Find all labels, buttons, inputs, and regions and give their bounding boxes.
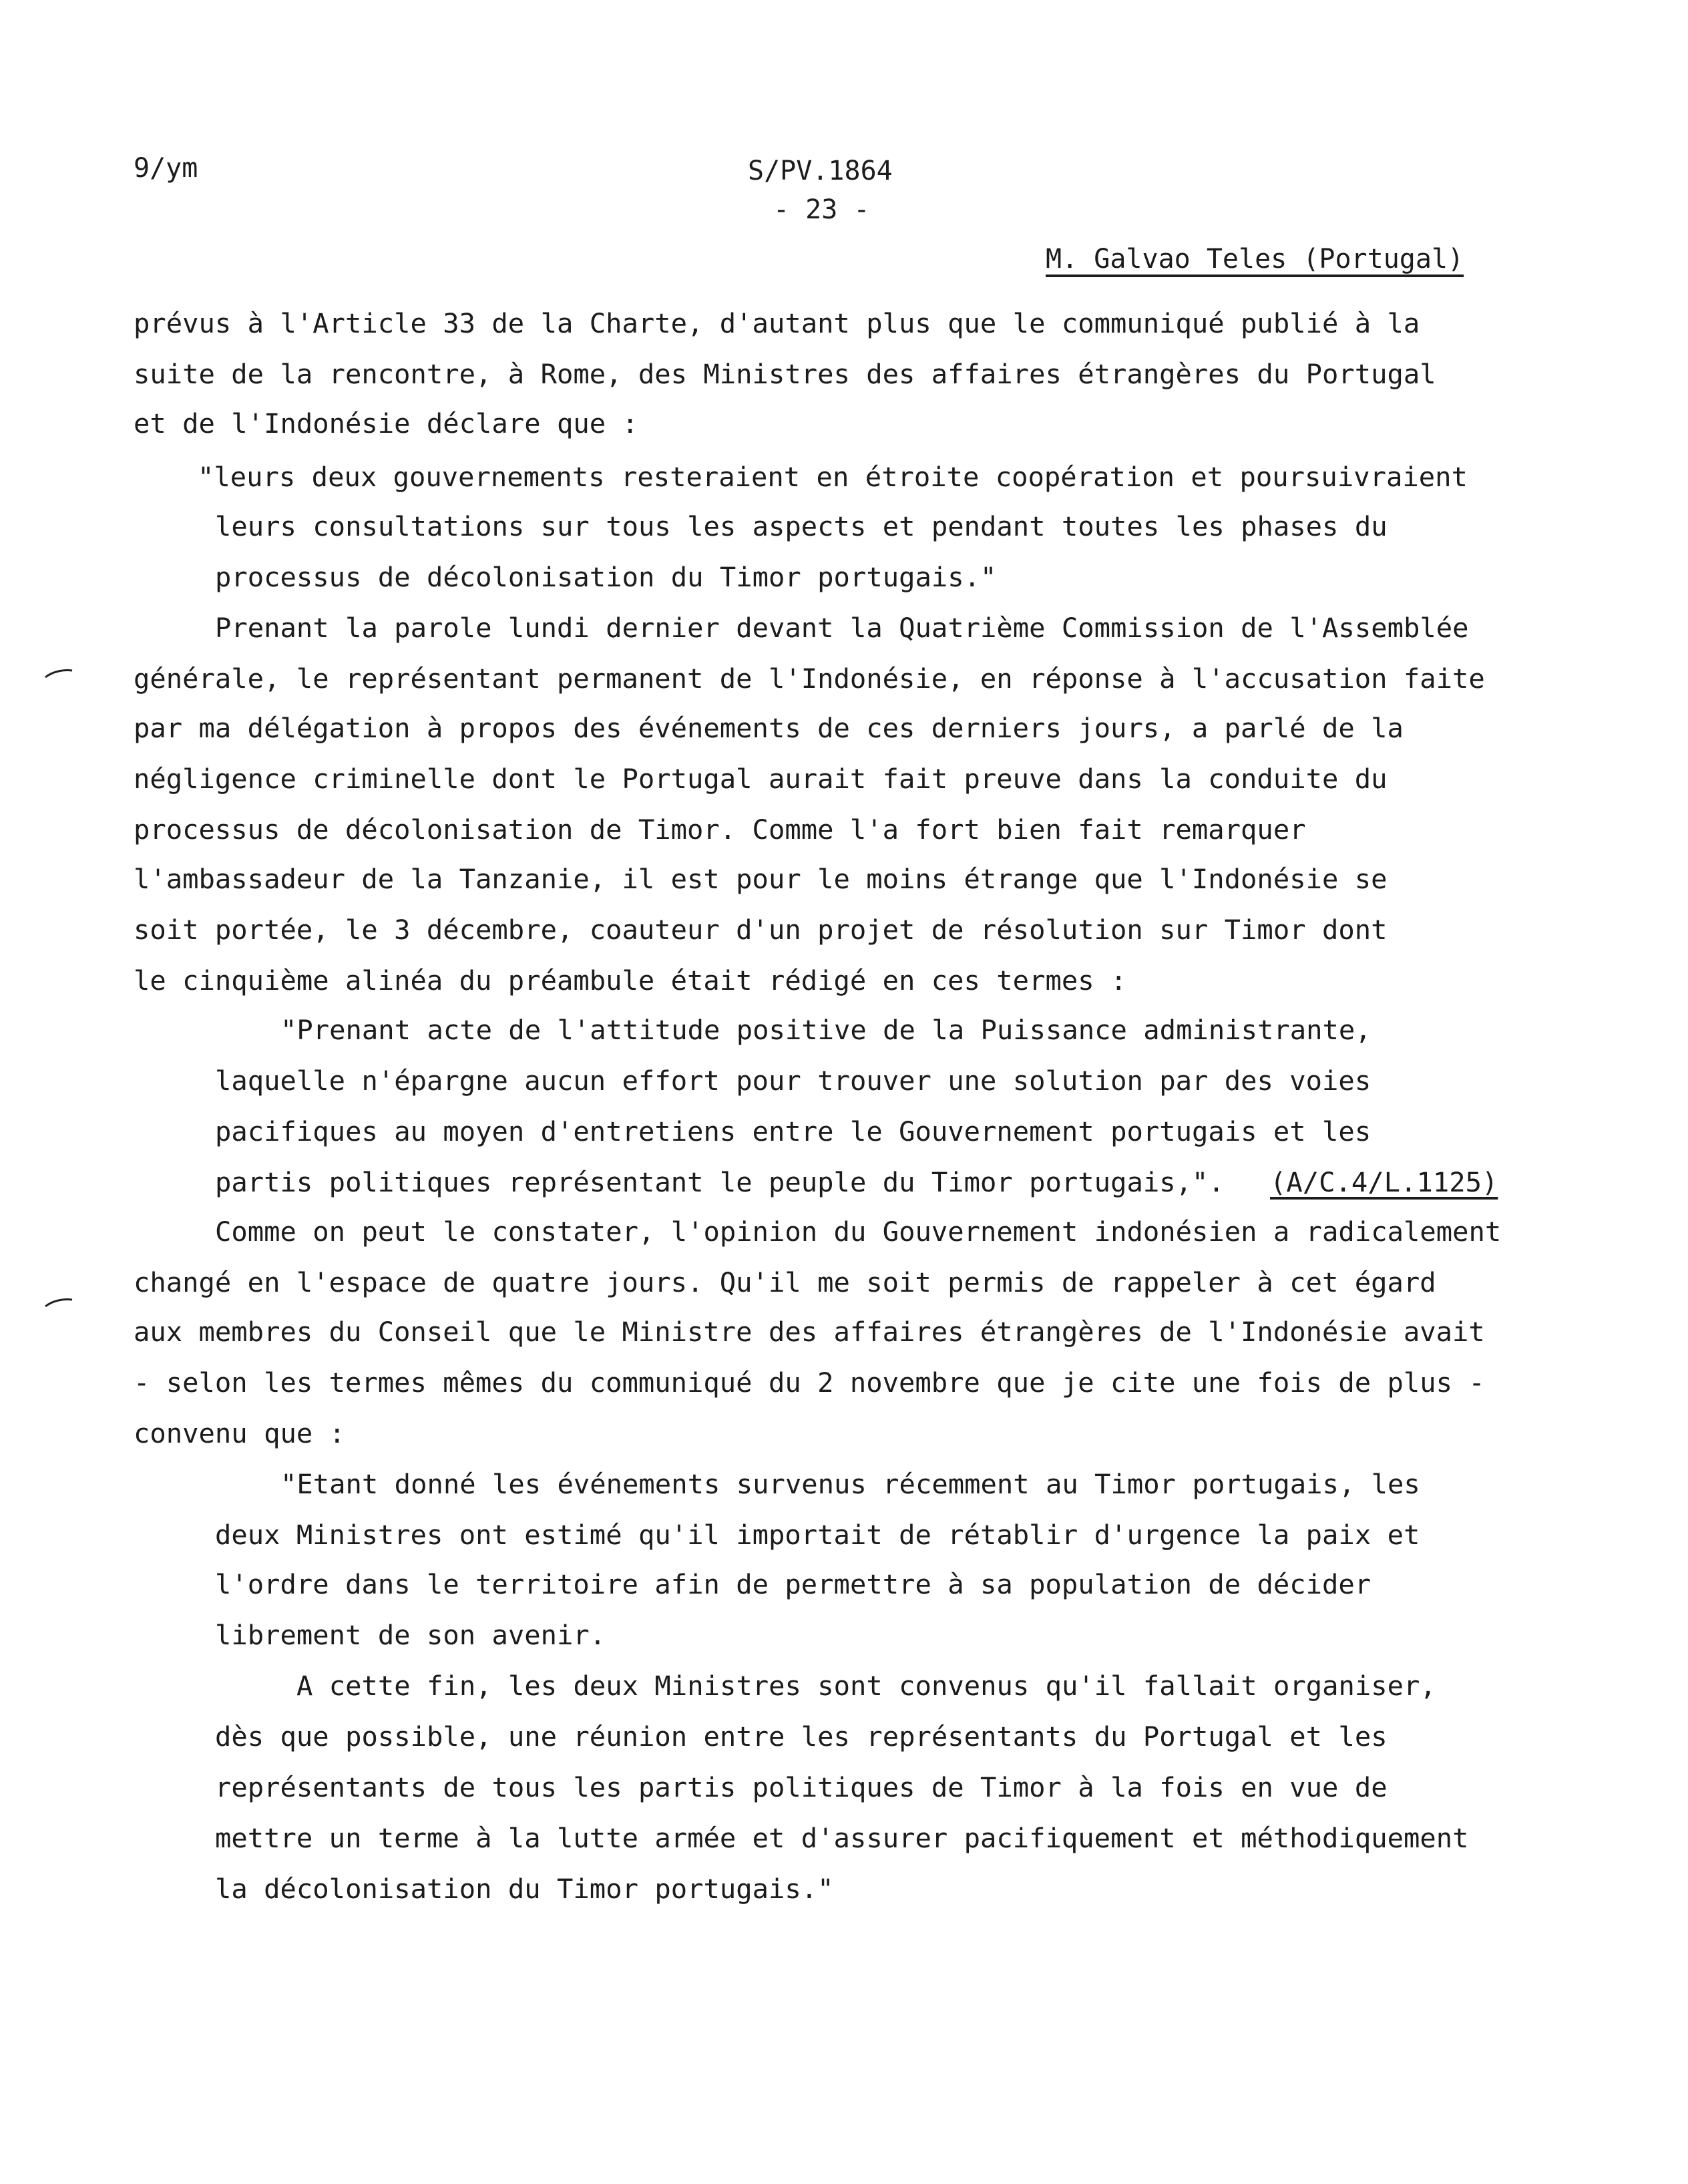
body-line: convenu que : xyxy=(134,1417,345,1449)
body-line: par ma délégation à propos des événements de ces derniers jours, a parlé de la xyxy=(134,712,1404,744)
document-citation: (A/C.4/L.1125) xyxy=(1270,1166,1498,1198)
body-line: soit portée, le 3 décembre, coauteur d'un projet de résolution sur Timor dont xyxy=(134,914,1388,946)
body-line: Comme on peut le constater, l'opinion du Gouvernement indonésien a radicalement xyxy=(215,1216,1502,1248)
margin-mark-icon xyxy=(43,1296,73,1309)
quote-line: pacifiques au moyen d'entretiens entre le Gouvernement portugais et les xyxy=(215,1115,1372,1147)
body-line: processus de décolonisation de Timor. Comme l'a fort bien fait remarquer xyxy=(134,813,1306,846)
body-line: aux membres du Conseil que le Ministre des affaires étrangères de l'Indonésie avait xyxy=(134,1316,1485,1348)
quote-line: partis politiques représentant le peuple du Timor portugais,". xyxy=(215,1166,1225,1198)
page-number: - 23 - xyxy=(773,194,870,225)
body-line: prévus à l'Article 33 de la Charte, d'autant plus que le communiqué publié à la xyxy=(134,307,1420,339)
quote-line: A cette fin, les deux Ministres sont convenus qu'il fallait organiser, xyxy=(296,1670,1436,1702)
quote-line: deux Ministres ont estimé qu'il importait de rétablir d'urgence la paix et xyxy=(215,1519,1420,1551)
body-line: - selon les termes mêmes du communiqué du 2 novembre que je cite une fois de plus - xyxy=(134,1367,1485,1399)
margin-mark-icon xyxy=(43,667,73,680)
speaker-name: M. Galvao Teles (Portugal) xyxy=(1046,244,1464,275)
quote-line: leurs consultations sur tous les aspects et pendant toutes les phases du xyxy=(215,510,1388,542)
quote-line: l'ordre dans le territoire afin de permettre à sa population de décider xyxy=(215,1568,1372,1600)
body-line: changé en l'espace de quatre jours. Qu'il me soit permis de rappeler à cet égard xyxy=(134,1266,1436,1298)
quote-line: laquelle n'épargne aucun effort pour trouver une solution par des voies xyxy=(215,1065,1372,1097)
quote-line: processus de décolonisation du Timor portugais." xyxy=(215,561,997,593)
body-line: l'ambassadeur de la Tanzanie, il est pour le moins étrange que l'Indonésie se xyxy=(134,863,1388,895)
document-symbol: S/PV.1864 xyxy=(748,156,893,186)
quote-line: dès que possible, une réunion entre les représentants du Portugal et les xyxy=(215,1720,1388,1753)
body-line: suite de la rencontre, à Rome, des Ministres des affaires étrangères du Portugal xyxy=(134,358,1436,390)
body-line: le cinquième alinéa du préambule était rédigé en ces termes : xyxy=(134,964,1127,996)
quote-line: la décolonisation du Timor portugais." xyxy=(215,1873,834,1905)
body-line: générale, le représentant permanent de l'Indonésie, en réponse à l'accusation faite xyxy=(134,663,1485,695)
quote-line: représentants de tous les partis politiques de Timor à la fois en vue de xyxy=(215,1771,1388,1803)
quote-line: "leurs deux gouvernements resteraient en étroite coopération et poursuivraient xyxy=(198,461,1468,493)
quote-line: "Prenant acte de l'attitude positive de la Puissance administrante, xyxy=(280,1014,1372,1046)
body-line: négligence criminelle dont le Portugal aurait fait preuve dans la conduite du xyxy=(134,763,1388,795)
quote-line: mettre un terme à la lutte armée et d'assurer pacifiquement et méthodiquement xyxy=(215,1822,1469,1854)
quote-line: librement de son avenir. xyxy=(215,1619,606,1651)
reference-code: 9/ym xyxy=(134,153,198,184)
quote-line: "Etant donné les événements survenus récemment au Timor portugais, les xyxy=(280,1468,1420,1500)
body-line: Prenant la parole lundi dernier devant la Quatrième Commission de l'Assemblée xyxy=(215,612,1469,644)
body-line: et de l'Indonésie déclare que : xyxy=(134,407,638,439)
